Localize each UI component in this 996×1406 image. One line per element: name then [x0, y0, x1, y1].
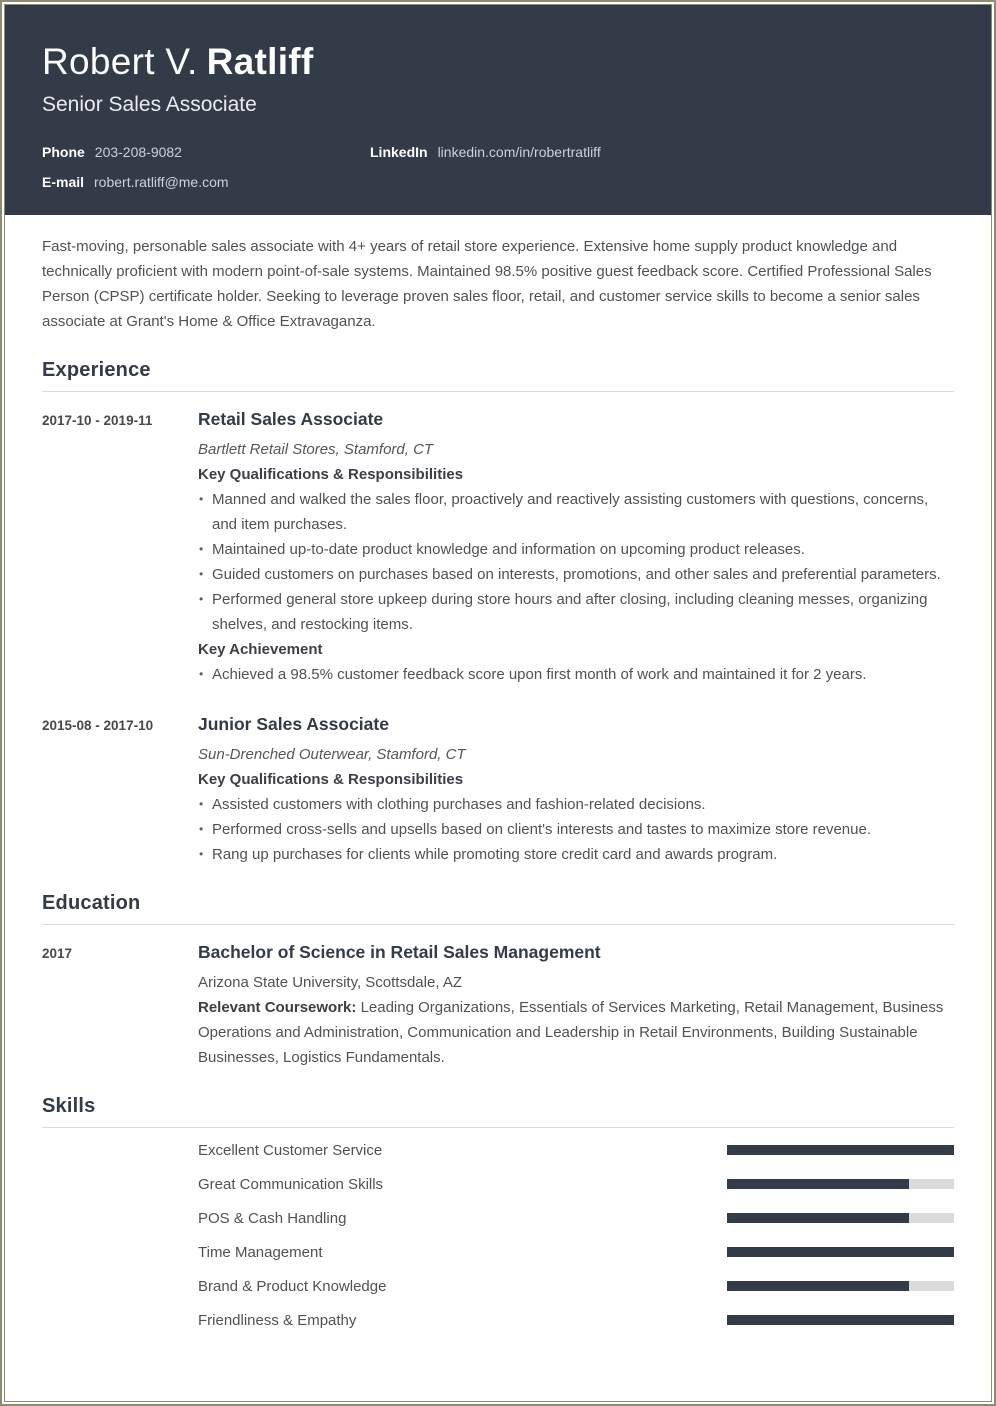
contact-phone — [42, 144, 370, 160]
responsibility-item: • Manned and walked the sales floor, proactively and reactively assisting customers with questions, concerns, and item purchases. — [198, 487, 954, 537]
section-skills — [42, 1095, 954, 1337]
experience-entry — [42, 409, 954, 687]
skill-row — [42, 1303, 954, 1337]
achievement-list — [198, 662, 954, 687]
skill-name: Great Communication Skills — [198, 1175, 384, 1193]
candidate-last-name: Ratliff — [206, 41, 314, 82]
skill-level-fill — [727, 1179, 909, 1189]
responsibility-item: • Maintained up-to-date product knowledge and information on upcoming product releases. — [198, 537, 954, 562]
responsibility-item: • Assisted customers with clothing purchases and fashion-related decisions. — [198, 792, 954, 817]
skill-level-bar — [727, 1281, 954, 1291]
responsibilities-list — [198, 792, 954, 867]
responsibility-item: • Performed cross-sells and upsells based on client's interests and tastes to maximize store revenue. — [198, 817, 954, 842]
skill-name: Excellent Customer Service — [198, 1141, 383, 1159]
coursework-label: Relevant Coursework: — [198, 999, 357, 1016]
section-divider — [42, 924, 954, 925]
skill-level-fill — [727, 1145, 954, 1155]
resume-header — [5, 5, 991, 215]
skill-level-fill — [727, 1247, 954, 1257]
education-section-title: Education — [42, 892, 141, 914]
responsibilities-heading: Key Qualifications & Responsibilities — [198, 771, 464, 788]
skill-level-bar — [727, 1247, 954, 1257]
job-details — [198, 409, 954, 687]
skill-level-bar — [727, 1213, 954, 1223]
experience-section-title: Experience — [42, 359, 151, 381]
relevant-coursework — [198, 995, 948, 1070]
skill-row — [42, 1167, 954, 1201]
education-year: 2017 — [42, 946, 73, 961]
job-dates: 2015-08 - 2017-10 — [42, 718, 154, 733]
education-details — [198, 942, 954, 1070]
job-company: Sun-Drenched Outerwear, Stamford, CT — [198, 746, 466, 763]
contact-linkedin-value: linkedin.com/in/robertratliff — [437, 144, 601, 161]
skill-level-fill — [727, 1315, 954, 1325]
section-divider — [42, 391, 954, 392]
resume-body — [5, 215, 991, 1337]
skill-row — [42, 1133, 954, 1167]
education-entry — [42, 942, 954, 1070]
skill-level-bar — [727, 1145, 954, 1155]
skill-name: Brand & Product Knowledge — [198, 1277, 387, 1295]
achievement-item: • Achieved a 98.5% customer feedback score upon first month of work and maintained it for 2 years. — [198, 662, 954, 687]
responsibility-item: • Guided customers on purchases based on interests, promotions, and other sales and preferential parameters. — [198, 562, 954, 587]
job-details — [198, 714, 954, 867]
contact-email — [42, 174, 370, 190]
responsibilities-list — [198, 487, 954, 637]
section-education — [42, 892, 954, 1070]
skills-section-title: Skills — [42, 1095, 96, 1117]
skill-name: POS & Cash Handling — [198, 1209, 347, 1227]
contact-linkedin-label: LinkedIn — [370, 144, 428, 161]
responsibilities-heading: Key Qualifications & Responsibilities — [198, 466, 464, 483]
skill-level-bar — [727, 1315, 954, 1325]
contact-linkedin — [370, 144, 951, 160]
responsibility-item: • Performed general store upkeep during store hours and after closing, including cleaning messes, organizing shelves, and restocking items. — [198, 587, 954, 637]
skill-row — [42, 1269, 954, 1303]
coursework-text: Leading Organizations, Essentials of Services Marketing, Retail Management, Business Operations and Administration, Communication and Leadership in Retail Environments, Building Sustainable Businesses, Logistics Fundamentals. — [198, 999, 944, 1066]
contact-phone-value: 203-208-9082 — [94, 144, 182, 161]
contact-phone-label: Phone — [42, 144, 85, 161]
achievement-heading: Key Achievement — [198, 641, 323, 658]
job-title: Junior Sales Associate — [198, 714, 389, 734]
school-name: Arizona State University, Scottsdale, AZ — [198, 974, 463, 991]
skill-name: Time Management — [198, 1243, 323, 1261]
responsibility-item: • Rang up purchases for clients while promoting store credit card and awards program. — [198, 842, 954, 867]
skill-row — [42, 1235, 954, 1269]
contact-info — [42, 144, 951, 190]
experience-entry — [42, 714, 954, 867]
skill-level-bar — [727, 1179, 954, 1189]
section-divider — [42, 1127, 954, 1128]
skill-name: Friendliness & Empathy — [198, 1311, 357, 1329]
job-company: Bartlett Retail Stores, Stamford, CT — [198, 441, 434, 458]
contact-email-value: robert.ratliff@me.com — [94, 174, 229, 191]
resume-page-inner — [4, 4, 992, 1402]
skill-level-fill — [727, 1213, 909, 1223]
candidate-first-name: Robert V. — [42, 41, 198, 82]
contact-email-label: E-mail — [42, 174, 85, 191]
degree-title: Bachelor of Science in Retail Sales Management — [198, 942, 601, 962]
candidate-name — [42, 41, 951, 82]
job-title: Retail Sales Associate — [198, 409, 384, 429]
section-experience — [42, 359, 954, 867]
candidate-job-title: Senior Sales Associate — [42, 93, 257, 117]
professional-summary: Fast-moving, personable sales associate with 4+ years of retail store experience. Extensive home supply product knowledge and technically proficient with modern point-of-sale systems. Maintained 98.5% positive guest feedback score. Certified Professional Sales Person (CPSP) certificate holder. Seeking to leverage proven sales floor, retail, and customer service skills to become a senior sales associate at Grant's Home & Office Extravaganza. — [42, 238, 932, 330]
job-dates: 2017-10 - 2019-11 — [42, 413, 153, 428]
skill-row — [42, 1201, 954, 1235]
skill-level-fill — [727, 1281, 909, 1291]
